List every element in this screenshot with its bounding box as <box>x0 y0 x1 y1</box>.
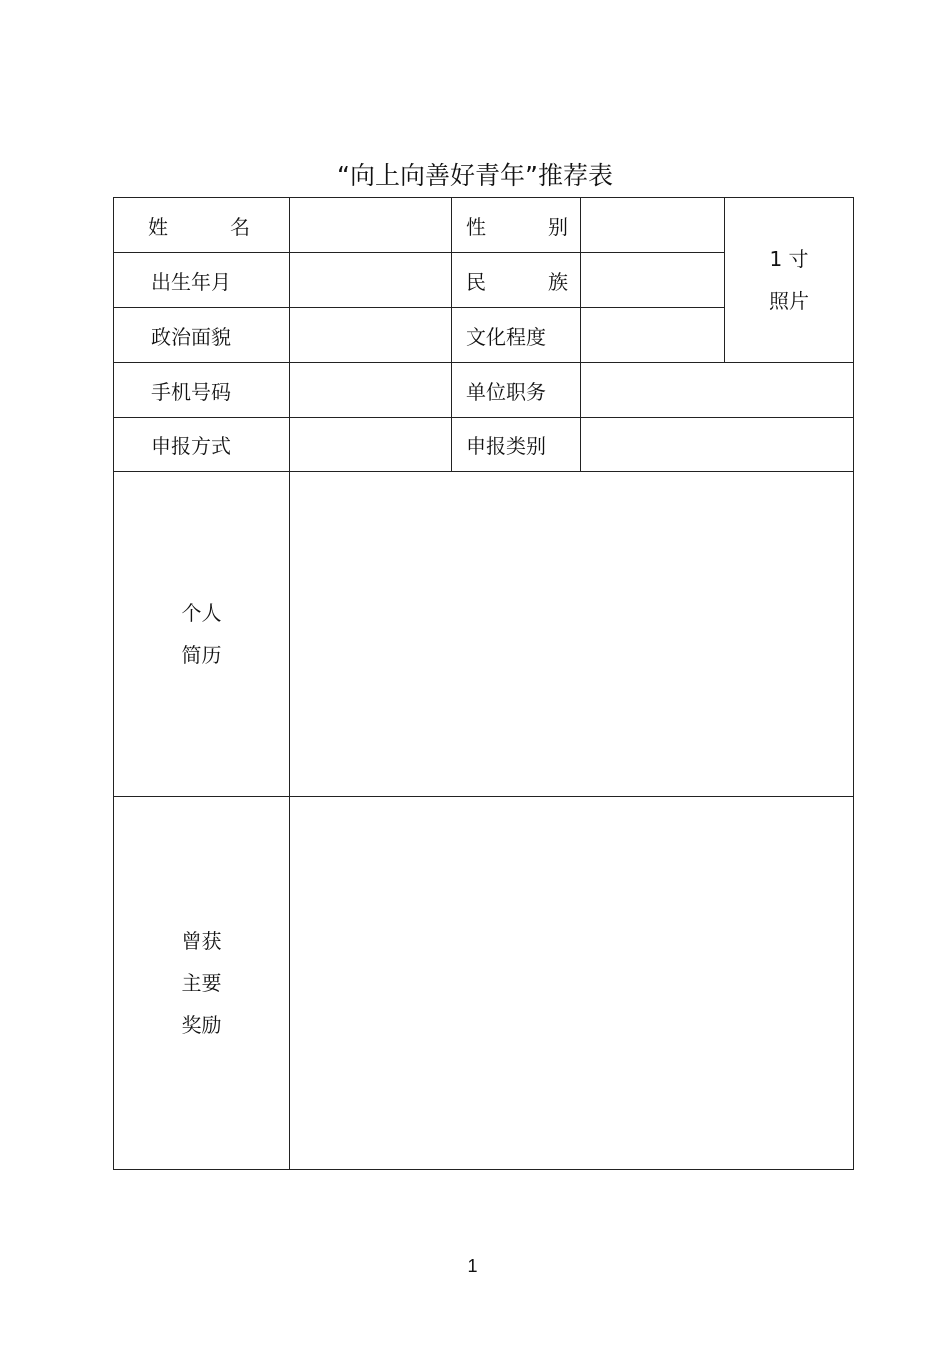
page-number: 1 <box>467 1256 478 1276</box>
education-field[interactable] <box>581 308 724 362</box>
birth-label: 出生年月 <box>151 269 231 294</box>
political-label: 政治面貌 <box>151 324 231 349</box>
category-field[interactable] <box>581 418 853 471</box>
gender-label: 性 别 <box>466 214 568 239</box>
ethnicity-field[interactable] <box>581 253 724 307</box>
position-field[interactable] <box>581 363 853 417</box>
education-label: 文化程度 <box>466 324 546 349</box>
phone-field[interactable] <box>290 363 451 417</box>
position-label: 单位职务 <box>466 379 546 404</box>
resume-label: 个人 简历 <box>181 601 222 667</box>
name-field[interactable] <box>290 198 451 252</box>
awards-field[interactable] <box>290 797 853 1169</box>
birth-field[interactable] <box>290 253 451 307</box>
awards-label: 曾获 主要 奖励 <box>181 929 222 1037</box>
photo-placeholder[interactable]: 1 寸 照片 <box>769 247 809 313</box>
gender-field[interactable] <box>581 198 724 252</box>
resume-field[interactable] <box>290 472 853 796</box>
document-title: “向上向善好青年”推荐表 <box>337 161 613 190</box>
name-label: 姓 名 <box>148 214 250 239</box>
ethnicity-label: 民 族 <box>466 269 568 294</box>
category-label: 申报类别 <box>466 434 546 458</box>
political-field[interactable] <box>290 308 451 362</box>
method-field[interactable] <box>290 418 451 471</box>
phone-label: 手机号码 <box>151 379 231 404</box>
method-label: 申报方式 <box>151 434 231 458</box>
